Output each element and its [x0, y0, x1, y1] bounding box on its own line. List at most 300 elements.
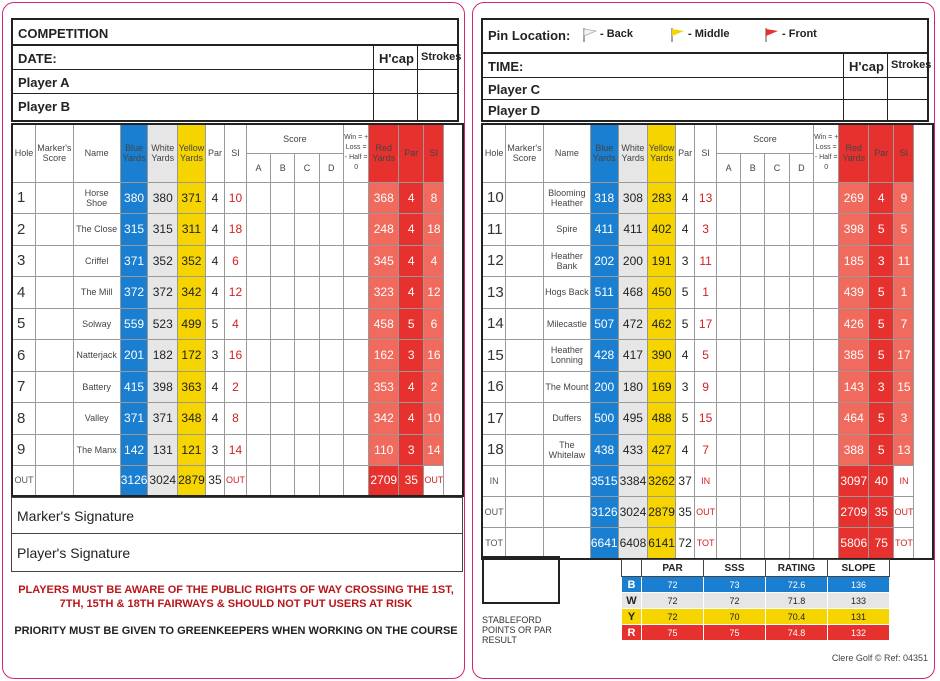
win-loss-cell[interactable] [814, 277, 839, 309]
name-header: Name [543, 124, 590, 182]
red-par-header: Par [869, 124, 894, 182]
par-value: 4 [205, 403, 224, 435]
marker-score-cell[interactable] [506, 277, 544, 309]
blue-yards: 507 [590, 308, 618, 340]
score-total-c[interactable] [765, 528, 789, 559]
hole-number: 16 [482, 371, 506, 403]
tee-label: W [622, 593, 642, 609]
yellow-total: 2879 [178, 466, 206, 496]
white-yards: 131 [148, 434, 178, 466]
score-cell-d[interactable] [319, 245, 343, 277]
win-loss-cell[interactable] [343, 403, 368, 435]
score-total-c[interactable] [765, 497, 789, 528]
score-cell-a[interactable] [716, 245, 740, 277]
score-cell-b[interactable] [741, 340, 765, 372]
marker-score-cell[interactable] [506, 371, 544, 403]
name-blank [543, 528, 590, 559]
stroke-index: 12 [225, 277, 247, 309]
yellow-yards: 402 [648, 214, 676, 246]
hole-name: Heather Lonning [543, 340, 590, 372]
blue-yards: 315 [120, 214, 148, 246]
marker-score-cell[interactable] [506, 245, 544, 277]
score-cell-d[interactable] [789, 340, 813, 372]
rating-rating: 72.6 [766, 577, 828, 593]
yellow-yards: 427 [648, 434, 676, 466]
win-loss-total[interactable] [343, 466, 368, 496]
score-cell-b[interactable] [741, 371, 765, 403]
red-par: 4 [399, 371, 424, 403]
score-cell-d[interactable] [789, 308, 813, 340]
stroke-index: 3 [695, 214, 717, 246]
par-value: 4 [675, 214, 694, 246]
score-cell-a[interactable] [246, 340, 270, 372]
hole-number: 15 [482, 340, 506, 372]
marker-total-cell[interactable] [506, 528, 544, 559]
red-yards: 439 [839, 277, 869, 309]
marker-score-cell[interactable] [36, 340, 74, 372]
yellow-yards: 488 [648, 403, 676, 435]
tee-label: R [622, 625, 642, 641]
score-total-d[interactable] [789, 528, 813, 559]
blue-yards: 438 [590, 434, 618, 466]
blue-yards: 201 [120, 340, 148, 372]
red-par-total: 35 [869, 497, 894, 528]
red-stroke-index: 12 [424, 277, 444, 309]
total-label-2: IN [695, 466, 717, 497]
hole-name: The Close [73, 214, 120, 246]
red-si-header: SI [424, 124, 444, 182]
marker-score-cell[interactable] [506, 340, 544, 372]
score-cell-a[interactable] [716, 308, 740, 340]
score-cell-c[interactable] [765, 403, 789, 435]
score-cell-a[interactable] [246, 308, 270, 340]
score-cell-c[interactable] [295, 214, 319, 246]
red-total: 5806 [839, 528, 869, 559]
rights-of-way-warning: PLAYERS MUST BE AWARE OF THE PUBLIC RIGHTS OF WAY CROSSING THE 1ST, 7TH, 15TH & 18TH FAIRWAYS & SHOULD NOT PUT USERS AT RISK [18, 584, 454, 610]
score-total-d[interactable] [319, 466, 343, 496]
win-loss-total[interactable] [814, 497, 839, 528]
hole-number: 11 [482, 214, 506, 246]
player-signature-field[interactable]: Player's Signature [11, 533, 463, 572]
score-cell-a[interactable] [246, 277, 270, 309]
score-cell-d[interactable] [789, 277, 813, 309]
score-cell-d[interactable] [319, 371, 343, 403]
blue-total: 3515 [590, 466, 618, 497]
red-yards: 185 [839, 245, 869, 277]
red-par: 5 [869, 434, 894, 466]
score-cell-a[interactable] [246, 245, 270, 277]
rating-row [622, 625, 890, 641]
player-a-label: Player A [18, 75, 70, 90]
score-cell-c[interactable] [765, 308, 789, 340]
score-cell-c[interactable] [295, 277, 319, 309]
score-cell-d[interactable] [789, 403, 813, 435]
rating-par: 72 [642, 593, 704, 609]
hole-number: 17 [482, 403, 506, 435]
win-loss-cell[interactable] [814, 182, 839, 214]
win-loss-cell[interactable] [343, 245, 368, 277]
score-cell-c[interactable] [295, 182, 319, 214]
par-value: 5 [675, 277, 694, 309]
red-yards: 110 [369, 434, 399, 466]
red-yards: 345 [369, 245, 399, 277]
score-cell-c[interactable] [765, 245, 789, 277]
red-stroke-index: 11 [894, 245, 914, 277]
ratings-header: PAR [642, 560, 704, 577]
win-loss-total[interactable] [814, 466, 839, 497]
stroke-index: 10 [225, 182, 247, 214]
blue-total: 3126 [120, 466, 148, 496]
score-total-b[interactable] [271, 466, 295, 496]
rating-par: 72 [642, 609, 704, 625]
total-label-3: OUT [424, 466, 444, 496]
score-cell-b[interactable] [741, 308, 765, 340]
score-cell-a[interactable] [716, 182, 740, 214]
score-cell-b[interactable] [741, 245, 765, 277]
red-yards: 368 [369, 182, 399, 214]
hole-row [482, 277, 933, 309]
score-cell-d[interactable] [319, 182, 343, 214]
score-cell-c[interactable] [295, 308, 319, 340]
win-loss-cell[interactable] [814, 340, 839, 372]
marker-score-cell[interactable] [506, 308, 544, 340]
score-total-b[interactable] [741, 466, 765, 497]
win-loss-cell[interactable] [343, 434, 368, 466]
par-value: 4 [205, 277, 224, 309]
white-yards: 433 [618, 434, 648, 466]
score-cell-b[interactable] [741, 182, 765, 214]
win-loss-cell[interactable] [814, 371, 839, 403]
score-cell-a[interactable] [716, 277, 740, 309]
total-row [482, 466, 933, 497]
score-total-c[interactable] [295, 466, 319, 496]
score-cell-b[interactable] [271, 371, 295, 403]
score-cell-d[interactable] [789, 182, 813, 214]
win-loss-cell[interactable] [814, 245, 839, 277]
marker-signature-field[interactable]: Marker's Signature [11, 497, 463, 534]
win-loss-cell[interactable] [343, 308, 368, 340]
score-cell-b[interactable] [271, 245, 295, 277]
score-total-d[interactable] [789, 497, 813, 528]
win-loss-cell[interactable] [814, 403, 839, 435]
marker-score-cell[interactable] [506, 182, 544, 214]
score-cell-b[interactable] [271, 182, 295, 214]
score-cell-c[interactable] [295, 403, 319, 435]
marker-score-cell[interactable] [36, 308, 74, 340]
score-cell-b[interactable] [271, 403, 295, 435]
score-total-a[interactable] [716, 528, 740, 559]
hole-name: Spire [543, 214, 590, 246]
marker-score-cell[interactable] [506, 403, 544, 435]
marker-score-cell[interactable] [36, 277, 74, 309]
red-yards: 426 [839, 308, 869, 340]
score-col-c-header: C [295, 153, 319, 182]
win-loss-cell[interactable] [814, 434, 839, 466]
score-total-b[interactable] [741, 497, 765, 528]
score-cell-a[interactable] [716, 340, 740, 372]
score-cell-d[interactable] [319, 308, 343, 340]
hole-row [482, 182, 933, 214]
total-label: IN [482, 466, 506, 497]
win-loss-cell[interactable] [343, 214, 368, 246]
marker-score-cell[interactable] [506, 434, 544, 466]
score-cell-a[interactable] [246, 403, 270, 435]
win-loss-cell[interactable] [814, 308, 839, 340]
stroke-index: 17 [695, 308, 717, 340]
score-cell-c[interactable] [765, 434, 789, 466]
red-yards: 398 [839, 214, 869, 246]
yellow-yards: 450 [648, 277, 676, 309]
white-yards: 308 [618, 182, 648, 214]
win-loss-total[interactable] [814, 528, 839, 559]
stroke-index: 7 [695, 434, 717, 466]
stableford-box[interactable] [482, 556, 560, 604]
hole-row [12, 182, 463, 214]
red-par: 5 [869, 340, 894, 372]
score-cell-b[interactable] [741, 277, 765, 309]
par-header: Par [205, 124, 224, 182]
white-yards: 380 [148, 182, 178, 214]
hole-row [482, 340, 933, 372]
score-cell-d[interactable] [319, 403, 343, 435]
marker-total-cell[interactable] [506, 497, 544, 528]
stroke-index: 2 [225, 371, 247, 403]
win-loss-cell[interactable] [343, 340, 368, 372]
white-yards: 472 [618, 308, 648, 340]
hole-name: Criffel [73, 245, 120, 277]
white-yards: 411 [618, 214, 648, 246]
red-par: 4 [399, 403, 424, 435]
yellow-yards: 371 [178, 182, 206, 214]
total-row [482, 497, 933, 528]
score-cell-d[interactable] [789, 434, 813, 466]
total-row [482, 528, 933, 559]
win-loss-cell[interactable] [343, 182, 368, 214]
par-value: 4 [205, 214, 224, 246]
blue-yards: 371 [120, 403, 148, 435]
score-cell-d[interactable] [319, 434, 343, 466]
back-nine-card [472, 2, 935, 679]
score-cell-c[interactable] [765, 371, 789, 403]
win-loss-cell[interactable] [814, 214, 839, 246]
red-par-total: 35 [399, 466, 424, 496]
hole-number: 8 [12, 403, 36, 435]
marker-score-cell[interactable] [36, 182, 74, 214]
rating-row [622, 593, 890, 609]
marker-total-cell[interactable] [36, 466, 74, 496]
hole-name: Hogs Back [543, 277, 590, 309]
red-stroke-index: 6 [424, 308, 444, 340]
pin-front-legend: - Front [765, 28, 817, 40]
score-col-a-header: A [716, 153, 740, 182]
par-total: 35 [205, 466, 224, 496]
rating-rating: 70.4 [766, 609, 828, 625]
blue-yards: 202 [590, 245, 618, 277]
white-yards: 468 [618, 277, 648, 309]
score-total-a[interactable] [716, 497, 740, 528]
total-label-3: IN [894, 466, 914, 497]
pin-middle-legend: - Middle [671, 28, 730, 40]
score-cell-d[interactable] [789, 245, 813, 277]
score-cell-b[interactable] [741, 214, 765, 246]
blue-total: 3126 [590, 497, 618, 528]
red-yards: 143 [839, 371, 869, 403]
ratings-header: SSS [704, 560, 766, 577]
par-value: 4 [205, 371, 224, 403]
score-cell-c[interactable] [295, 371, 319, 403]
marker-score-cell[interactable] [506, 214, 544, 246]
blue-yards: 200 [590, 371, 618, 403]
win-loss-cell[interactable] [343, 371, 368, 403]
red-stroke-index: 18 [424, 214, 444, 246]
score-cell-b[interactable] [741, 434, 765, 466]
win-loss-header: Win = + Loss = - Half = 0 [814, 124, 839, 182]
score-cell-c[interactable] [295, 434, 319, 466]
blue-yards: 372 [120, 277, 148, 309]
score-cell-b[interactable] [271, 277, 295, 309]
score-cell-d[interactable] [789, 371, 813, 403]
hole-number: 5 [12, 308, 36, 340]
score-cell-a[interactable] [246, 214, 270, 246]
strokes-label-back: Strokes [891, 59, 932, 71]
stableford-label: STABLEFORD POINTS OR PAR RESULT [482, 615, 552, 645]
red-total: 2709 [839, 497, 869, 528]
score-cell-d[interactable] [789, 214, 813, 246]
score-cell-d[interactable] [319, 340, 343, 372]
score-cell-a[interactable] [246, 371, 270, 403]
name-blank [543, 497, 590, 528]
hcap-label: H'cap [379, 51, 414, 66]
stroke-index: 1 [695, 277, 717, 309]
marker-score-cell[interactable] [36, 434, 74, 466]
score-cell-b[interactable] [271, 434, 295, 466]
score-col-b-header: B [741, 153, 765, 182]
score-cell-c[interactable] [765, 277, 789, 309]
stroke-index: 14 [225, 434, 247, 466]
score-cell-c[interactable] [295, 340, 319, 372]
score-total-c[interactable] [765, 466, 789, 497]
marker-total-cell[interactable] [506, 466, 544, 497]
white-yards: 372 [148, 277, 178, 309]
score-cell-b[interactable] [271, 214, 295, 246]
red-par: 4 [399, 214, 424, 246]
red-par: 5 [869, 214, 894, 246]
marker-score-cell[interactable] [36, 214, 74, 246]
ratings-header: SLOPE [828, 560, 890, 577]
win-loss-cell[interactable] [343, 277, 368, 309]
score-cell-b[interactable] [271, 308, 295, 340]
red-par: 5 [869, 277, 894, 309]
score-cell-a[interactable] [716, 434, 740, 466]
score-col-d-header: D [789, 153, 813, 182]
red-par-header: Par [399, 124, 424, 182]
red-stroke-index: 2 [424, 371, 444, 403]
win-loss-header: Win = + Loss = - Half = 0 [343, 124, 368, 182]
score-cell-b[interactable] [271, 340, 295, 372]
red-par-total: 40 [869, 466, 894, 497]
red-stroke-index: 10 [424, 403, 444, 435]
si-header: SI [695, 124, 717, 182]
stroke-index: 8 [225, 403, 247, 435]
stroke-index: 5 [695, 340, 717, 372]
name-blank [543, 466, 590, 497]
marker-score-cell[interactable] [36, 403, 74, 435]
red-stroke-index: 7 [894, 308, 914, 340]
red-yards: 162 [369, 340, 399, 372]
white-total: 3384 [618, 466, 648, 497]
score-cell-c[interactable] [765, 340, 789, 372]
red-stroke-index: 16 [424, 340, 444, 372]
red-par: 3 [869, 245, 894, 277]
strokes-label: Strokes [421, 51, 462, 63]
red-flag-icon [765, 28, 779, 40]
score-cell-a[interactable] [716, 403, 740, 435]
hole-number: 7 [12, 371, 36, 403]
score-total-d[interactable] [789, 466, 813, 497]
red-par: 4 [399, 277, 424, 309]
red-total: 2709 [369, 466, 399, 496]
white-total: 3024 [148, 466, 178, 496]
yellow-yards: 172 [178, 340, 206, 372]
score-cell-a[interactable] [246, 434, 270, 466]
yellow-flag-icon [671, 28, 685, 40]
total-row [12, 466, 463, 496]
score-cell-a[interactable] [716, 371, 740, 403]
hole-row [482, 214, 933, 246]
red-yards: 464 [839, 403, 869, 435]
score-cell-c[interactable] [765, 182, 789, 214]
score-total-a[interactable] [246, 466, 270, 496]
score-cell-d[interactable] [319, 277, 343, 309]
total-label: OUT [482, 497, 506, 528]
white-flag-icon [583, 28, 597, 40]
red-par: 3 [399, 340, 424, 372]
stroke-index: 9 [695, 371, 717, 403]
score-cell-a[interactable] [246, 182, 270, 214]
score-cell-c[interactable] [765, 214, 789, 246]
red-total: 3097 [839, 466, 869, 497]
red-par: 3 [399, 434, 424, 466]
hole-name: Milecastle [543, 308, 590, 340]
score-total-b[interactable] [741, 528, 765, 559]
hole-number: 12 [482, 245, 506, 277]
yellow-yards: 342 [178, 277, 206, 309]
marker-score-cell[interactable] [36, 245, 74, 277]
hole-name: Heather Bank [543, 245, 590, 277]
red-yards: 342 [369, 403, 399, 435]
hole-name: The Mill [73, 277, 120, 309]
rating-row [622, 609, 890, 625]
score-cell-c[interactable] [295, 245, 319, 277]
red-par: 5 [869, 403, 894, 435]
blue-yards: 415 [120, 371, 148, 403]
hole-name: Solway [73, 308, 120, 340]
score-cell-a[interactable] [716, 214, 740, 246]
hole-row [482, 371, 933, 403]
score-total-a[interactable] [716, 466, 740, 497]
marker-score-cell[interactable] [36, 371, 74, 403]
score-header: Score [246, 124, 343, 153]
red-yards-header: Red Yards [369, 124, 399, 182]
score-cell-b[interactable] [741, 403, 765, 435]
player-d-label: Player D [488, 103, 541, 118]
hole-name: The Whitelaw [543, 434, 590, 466]
white-yards: 180 [618, 371, 648, 403]
total-label-3: OUT [894, 497, 914, 528]
red-stroke-index: 14 [424, 434, 444, 466]
rating-sss: 70 [704, 609, 766, 625]
score-cell-d[interactable] [319, 214, 343, 246]
